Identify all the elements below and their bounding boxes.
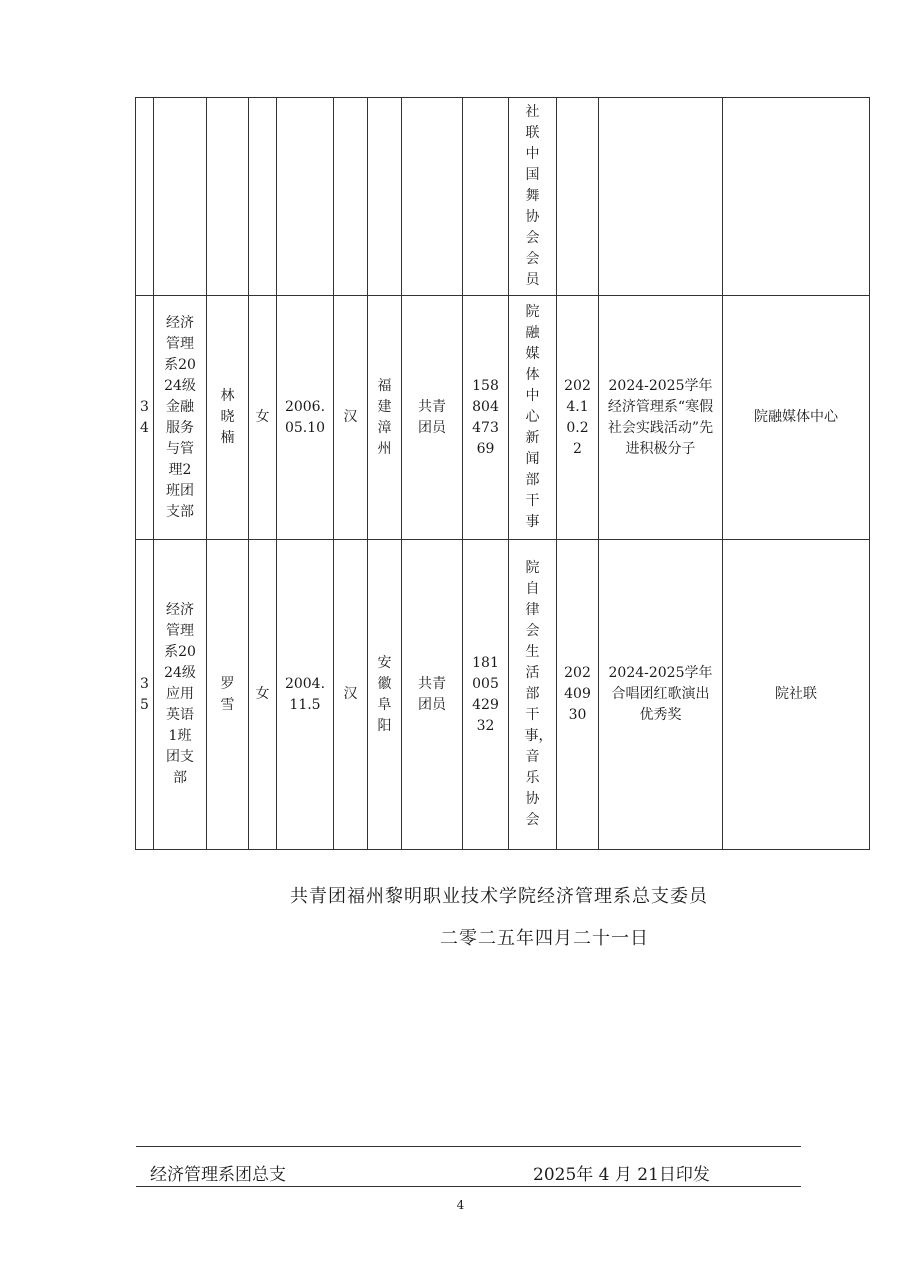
cell-phone — [463, 98, 509, 296]
table-row — [136, 296, 870, 540]
cell-origin — [368, 98, 402, 296]
cell-date: 20240930 — [557, 540, 599, 850]
signature-date: 二零二五年四月二十一日 — [440, 928, 649, 949]
cell-award — [599, 98, 723, 296]
cell-no: 34 — [136, 296, 154, 540]
cell-political — [402, 98, 463, 296]
cell-date — [557, 98, 599, 296]
cell-org: 院融媒体中心 — [723, 296, 870, 540]
cell-origin: 福建漳州 — [368, 296, 402, 540]
table-row — [136, 540, 870, 850]
signature-organization: 共青团福州黎明职业技术学院经济管理系总支委员 — [290, 886, 708, 907]
cell-no: 35 — [136, 540, 154, 850]
footer-bottom-rule — [136, 1186, 801, 1187]
cell-name: 罗雪 — [207, 540, 249, 850]
cell-birth: 2006.05.10 — [277, 296, 334, 540]
page-number: 4 — [456, 1198, 465, 1212]
cell-gender: 女 — [249, 540, 277, 850]
cell-award: 2024-2025学年合唱团红歌演出优秀奖 — [599, 540, 723, 850]
cell-phone: 15880447369 — [463, 296, 509, 540]
cell-org — [723, 98, 870, 296]
cell-branch: 经济管理系2024级应用英语1班团支部 — [154, 540, 207, 850]
cell-date: 2024.10.22 — [557, 296, 599, 540]
cell-position: 院自律会生活部干事，音乐协会 — [509, 540, 557, 850]
cell-position: 院融媒体中心新闻部干事 — [509, 296, 557, 540]
cell-award: 2024-2025学年经济管理系“寒假社会实践活动”先进积极分子 — [599, 296, 723, 540]
cell-phone: 18100542932 — [463, 540, 509, 850]
cell-birth: 2004.11.5 — [277, 540, 334, 850]
cell-org: 院社联 — [723, 540, 870, 850]
footer-top-rule — [136, 1146, 801, 1147]
cell-gender — [249, 98, 277, 296]
cell-no — [136, 98, 154, 296]
cell-birth — [277, 98, 334, 296]
cell-political: 共青团员 — [402, 296, 463, 540]
cell-political: 共青团员 — [402, 540, 463, 850]
table-row — [136, 98, 870, 296]
cell-ethnicity: 汉 — [334, 540, 368, 850]
cell-name — [207, 98, 249, 296]
cell-ethnicity — [334, 98, 368, 296]
cell-branch — [154, 98, 207, 296]
cell-origin: 安徽阜阳 — [368, 540, 402, 850]
cell-name: 林晓楠 — [207, 296, 249, 540]
member-table — [135, 97, 870, 850]
cell-position: 社联中国舞协会会员 — [509, 98, 557, 296]
footer-issue-date: 2025年 4 月 21日印发 — [533, 1165, 710, 1185]
cell-branch: 经济管理系2024级金融服务与管理2班团支部 — [154, 296, 207, 540]
cell-gender: 女 — [249, 296, 277, 540]
footer-issuer: 经济管理系团总支 — [150, 1165, 286, 1185]
cell-ethnicity: 汉 — [334, 296, 368, 540]
